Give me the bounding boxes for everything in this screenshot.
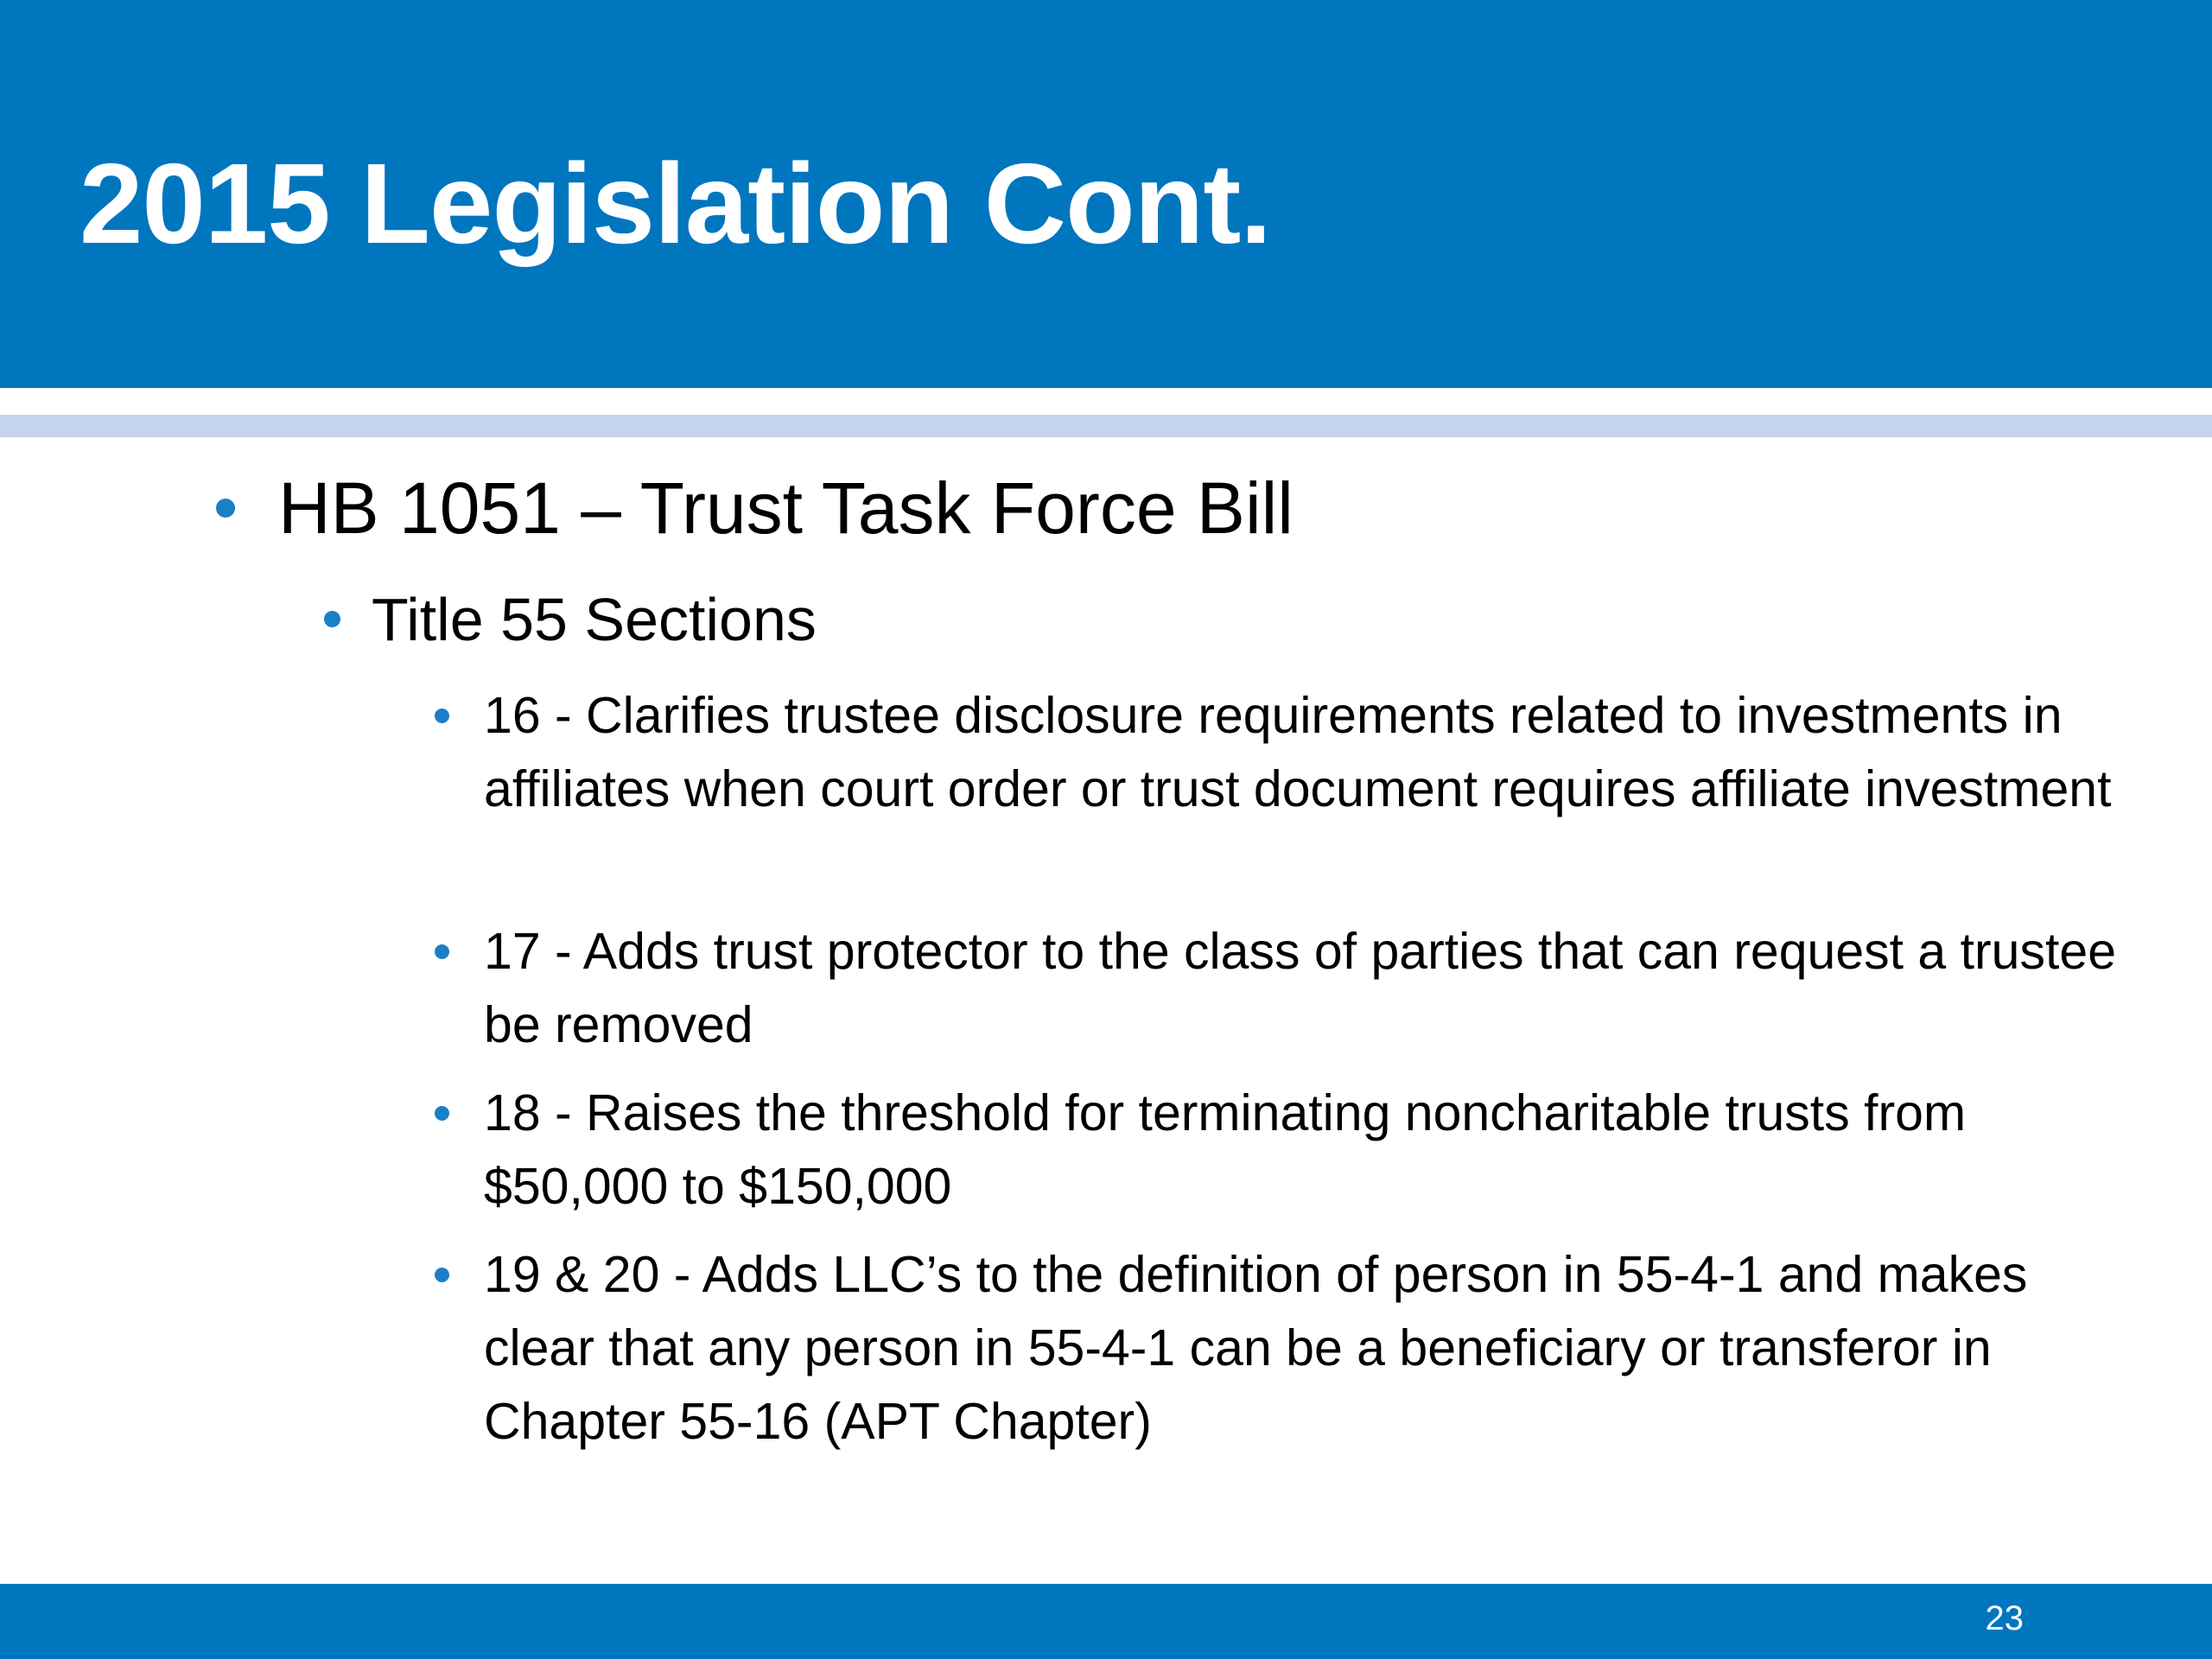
bullet-section-18 xyxy=(435,1077,2128,1224)
bullet-section-19-20 xyxy=(435,1238,2128,1459)
bullet-text: 18 - Raises the threshold for terminating noncharitable trusts from $50,000 to $150,000 xyxy=(484,1084,1967,1215)
bullet-dot-icon xyxy=(435,709,449,723)
slide-footer xyxy=(0,1584,2212,1659)
bullet-dot-icon xyxy=(216,499,235,518)
bullet-title-55 xyxy=(324,583,817,656)
bullet-section-17 xyxy=(435,915,2128,1062)
bullet-section-16 xyxy=(435,679,2128,826)
bullet-text: 19 & 20 - Adds LLC’s to the definition of person in 55-4-1 and makes clear that any person in 55-4-1 can be a beneficiary or transferor in Chapter 55-16 (APT Chapter) xyxy=(484,1246,2028,1450)
bullet-hb1051 xyxy=(216,467,1294,550)
bullet-text: 16 - Clarifies trustee disclosure requirements related to investments in affiliates when court order or trust document requires affiliate investment xyxy=(484,687,2112,817)
bullet-text: 17 - Adds trust protector to the class of parties that can request a trustee be removed xyxy=(484,923,2117,1053)
bullet-dot-icon xyxy=(435,944,449,959)
bullet-text: Title 55 Sections xyxy=(372,586,817,653)
bullet-dot-icon xyxy=(435,1106,449,1121)
bullet-dot-icon xyxy=(435,1268,449,1282)
slide-title: 2015 Legislation Cont. xyxy=(79,140,1271,267)
bullet-dot-icon xyxy=(324,611,340,627)
bullet-text: HB 1051 – Trust Task Force Bill xyxy=(278,467,1294,549)
page-number: 23 xyxy=(1985,1599,2024,1637)
